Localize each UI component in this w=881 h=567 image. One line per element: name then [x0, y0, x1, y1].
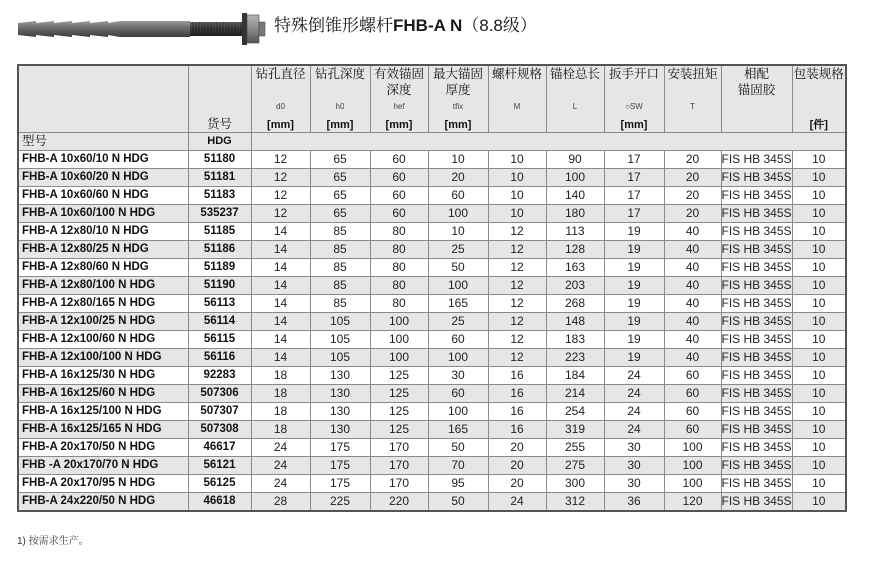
cell-h0: 130 — [310, 367, 370, 385]
cell-d0: 18 — [251, 367, 310, 385]
cell-d0: 14 — [251, 349, 310, 367]
cell-tfix: 165 — [428, 295, 488, 313]
cell-mortar: FIS HB 345S — [721, 241, 792, 259]
cell-m: 12 — [488, 223, 546, 241]
cell-d0: 12 — [251, 151, 310, 169]
cell-mortar: FIS HB 345S — [721, 277, 792, 295]
cell-name: FHB-A 12x80/165 N HDG — [18, 295, 188, 313]
cell-mortar: FIS HB 345S — [721, 331, 792, 349]
cell-l: 148 — [546, 313, 604, 331]
cell-h0: 105 — [310, 349, 370, 367]
cell-m: 16 — [488, 367, 546, 385]
table-body — [18, 151, 846, 512]
cell-art: 46617 — [188, 439, 251, 457]
cell-l: 163 — [546, 259, 604, 277]
table-row — [18, 385, 846, 403]
type-sub: HDG — [188, 133, 251, 151]
table-row — [18, 187, 846, 205]
cell-pack: 10 — [792, 187, 846, 205]
cell-art: 46618 — [188, 493, 251, 512]
cell-h0: 85 — [310, 241, 370, 259]
cell-t: 40 — [664, 223, 721, 241]
cell-tfix: 50 — [428, 439, 488, 457]
cell-t: 100 — [664, 439, 721, 457]
header-t: 安装扭矩 T — [664, 65, 721, 133]
header-d0: 钻孔直径 d0 [mm] — [251, 65, 310, 133]
cell-d0: 14 — [251, 331, 310, 349]
cell-tfix: 60 — [428, 385, 488, 403]
table-row — [18, 475, 846, 493]
cell-h0: 130 — [310, 421, 370, 439]
cell-t: 40 — [664, 259, 721, 277]
cell-name: FHB-A 12x80/10 N HDG — [18, 223, 188, 241]
cell-t: 40 — [664, 277, 721, 295]
cell-h0: 175 — [310, 475, 370, 493]
header-mortar: 相配 锚固胶 — [721, 65, 792, 133]
header-sw: 扳手开口 ○SW [mm] — [604, 65, 664, 133]
cell-name: FHB-A 16x125/60 N HDG — [18, 385, 188, 403]
cell-sw: 19 — [604, 295, 664, 313]
cell-d0: 14 — [251, 223, 310, 241]
cell-sw: 17 — [604, 169, 664, 187]
cell-art: 507306 — [188, 385, 251, 403]
cell-mortar: FIS HB 345S — [721, 349, 792, 367]
cell-d0: 12 — [251, 187, 310, 205]
header-h0: 钻孔深度 h0 [mm] — [310, 65, 370, 133]
cell-l: 254 — [546, 403, 604, 421]
cell-mortar: FIS HB 345S — [721, 223, 792, 241]
cell-t: 40 — [664, 241, 721, 259]
cell-t: 60 — [664, 421, 721, 439]
cell-hef: 125 — [370, 367, 428, 385]
cell-d0: 14 — [251, 295, 310, 313]
table-row — [18, 259, 846, 277]
cell-pack: 10 — [792, 367, 846, 385]
cell-art: 51180 — [188, 151, 251, 169]
title-grade: （8.8级） — [462, 16, 537, 35]
cell-h0: 85 — [310, 223, 370, 241]
cell-mortar: FIS HB 345S — [721, 367, 792, 385]
cell-tfix: 100 — [428, 277, 488, 295]
cell-name: FHB-A 10x60/60 N HDG — [18, 187, 188, 205]
cell-m: 10 — [488, 151, 546, 169]
cell-t: 40 — [664, 331, 721, 349]
cell-hef: 100 — [370, 331, 428, 349]
cell-d0: 14 — [251, 313, 310, 331]
title-product: FHB-A N — [393, 16, 463, 35]
cell-name: FHB-A 12x100/60 N HDG — [18, 331, 188, 349]
cell-name: FHB -A 20x170/70 N HDG — [18, 457, 188, 475]
cell-l: 113 — [546, 223, 604, 241]
cell-t: 40 — [664, 295, 721, 313]
cell-sw: 19 — [604, 349, 664, 367]
table-row — [18, 277, 846, 295]
cell-t: 40 — [664, 313, 721, 331]
cell-m: 12 — [488, 295, 546, 313]
cell-d0: 18 — [251, 403, 310, 421]
cell-t: 20 — [664, 187, 721, 205]
table-row — [18, 223, 846, 241]
cell-art: 51186 — [188, 241, 251, 259]
header-hef: 有效锚固 深度 hef [mm] — [370, 65, 428, 133]
cell-l: 214 — [546, 385, 604, 403]
cell-d0: 12 — [251, 205, 310, 223]
cell-pack: 10 — [792, 151, 846, 169]
cell-name: FHB-A 10x60/100 N HDG — [18, 205, 188, 223]
table-row — [18, 349, 846, 367]
cell-art: 56114 — [188, 313, 251, 331]
header-art: 货号 — [188, 65, 251, 133]
table-row — [18, 439, 846, 457]
cell-t: 120 — [664, 493, 721, 512]
cell-t: 40 — [664, 349, 721, 367]
cell-tfix: 50 — [428, 493, 488, 512]
cell-art: 51189 — [188, 259, 251, 277]
cell-hef: 80 — [370, 295, 428, 313]
cell-h0: 85 — [310, 259, 370, 277]
cell-art: 51185 — [188, 223, 251, 241]
cell-l: 319 — [546, 421, 604, 439]
cell-tfix: 100 — [428, 403, 488, 421]
cell-m: 20 — [488, 439, 546, 457]
cell-tfix: 165 — [428, 421, 488, 439]
cell-l: 90 — [546, 151, 604, 169]
cell-sw: 24 — [604, 367, 664, 385]
header-row — [18, 65, 846, 133]
cell-hef: 80 — [370, 277, 428, 295]
cell-l: 140 — [546, 187, 604, 205]
spec-table — [17, 64, 847, 512]
cell-m: 12 — [488, 313, 546, 331]
header-tfix: 最大锚固 厚度 tfix [mm] — [428, 65, 488, 133]
cell-d0: 24 — [251, 475, 310, 493]
cell-m: 12 — [488, 259, 546, 277]
cell-hef: 80 — [370, 259, 428, 277]
cell-sw: 17 — [604, 187, 664, 205]
cell-pack: 10 — [792, 439, 846, 457]
cell-hef: 100 — [370, 313, 428, 331]
cell-pack: 10 — [792, 259, 846, 277]
cell-d0: 12 — [251, 169, 310, 187]
cell-art: 56116 — [188, 349, 251, 367]
cell-name: FHB-A 16x125/100 N HDG — [18, 403, 188, 421]
cell-pack: 10 — [792, 475, 846, 493]
cell-pack: 10 — [792, 349, 846, 367]
cell-mortar: FIS HB 345S — [721, 403, 792, 421]
type-row — [18, 133, 846, 151]
cell-name: FHB-A 10x60/20 N HDG — [18, 169, 188, 187]
cell-tfix: 100 — [428, 349, 488, 367]
cell-pack: 10 — [792, 313, 846, 331]
cell-pack: 10 — [792, 169, 846, 187]
cell-sw: 30 — [604, 457, 664, 475]
cell-m: 12 — [488, 241, 546, 259]
cell-tfix: 20 — [428, 169, 488, 187]
cell-hef: 60 — [370, 169, 428, 187]
cell-art: 535237 — [188, 205, 251, 223]
table-row — [18, 331, 846, 349]
cell-l: 184 — [546, 367, 604, 385]
table-row — [18, 367, 846, 385]
cell-h0: 65 — [310, 169, 370, 187]
header-l: 锚栓总长 L — [546, 65, 604, 133]
table-row — [18, 403, 846, 421]
cell-hef: 60 — [370, 151, 428, 169]
cell-hef: 100 — [370, 349, 428, 367]
cell-sw: 17 — [604, 205, 664, 223]
cell-sw: 36 — [604, 493, 664, 512]
cell-t: 60 — [664, 385, 721, 403]
cell-m: 12 — [488, 349, 546, 367]
cell-mortar: FIS HB 345S — [721, 205, 792, 223]
cell-name: FHB-A 12x100/25 N HDG — [18, 313, 188, 331]
cell-l: 275 — [546, 457, 604, 475]
cell-hef: 80 — [370, 223, 428, 241]
cell-hef: 170 — [370, 475, 428, 493]
cell-t: 20 — [664, 169, 721, 187]
cell-hef: 170 — [370, 439, 428, 457]
cell-m: 16 — [488, 385, 546, 403]
cell-tfix: 95 — [428, 475, 488, 493]
cell-tfix: 50 — [428, 259, 488, 277]
cell-name: FHB-A 12x80/25 N HDG — [18, 241, 188, 259]
cell-m: 24 — [488, 493, 546, 512]
cell-pack: 10 — [792, 277, 846, 295]
cell-m: 10 — [488, 187, 546, 205]
cell-art: 51181 — [188, 169, 251, 187]
cell-hef: 170 — [370, 457, 428, 475]
cell-t: 60 — [664, 403, 721, 421]
cell-tfix: 10 — [428, 223, 488, 241]
cell-hef: 125 — [370, 385, 428, 403]
cell-tfix: 60 — [428, 331, 488, 349]
cell-name: FHB-A 24x220/50 N HDG — [18, 493, 188, 512]
cell-hef: 80 — [370, 241, 428, 259]
cell-hef: 125 — [370, 403, 428, 421]
cell-sw: 19 — [604, 259, 664, 277]
anchor-bolt-icon — [16, 10, 266, 50]
cell-mortar: FIS HB 345S — [721, 169, 792, 187]
cell-h0: 105 — [310, 331, 370, 349]
cell-h0: 105 — [310, 313, 370, 331]
cell-pack: 10 — [792, 493, 846, 512]
cell-mortar: FIS HB 345S — [721, 151, 792, 169]
cell-h0: 65 — [310, 205, 370, 223]
cell-name: FHB-A 20x170/50 N HDG — [18, 439, 188, 457]
cell-l: 255 — [546, 439, 604, 457]
table-row — [18, 295, 846, 313]
cell-pack: 10 — [792, 223, 846, 241]
cell-name: FHB-A 10x60/10 N HDG — [18, 151, 188, 169]
cell-pack: 10 — [792, 385, 846, 403]
cell-tfix: 25 — [428, 313, 488, 331]
cell-tfix: 100 — [428, 205, 488, 223]
cell-tfix: 25 — [428, 241, 488, 259]
cell-hef: 220 — [370, 493, 428, 512]
cell-pack: 10 — [792, 331, 846, 349]
cell-pack: 10 — [792, 241, 846, 259]
cell-d0: 14 — [251, 259, 310, 277]
table-row — [18, 457, 846, 475]
table-row — [18, 169, 846, 187]
cell-h0: 130 — [310, 385, 370, 403]
cell-l: 268 — [546, 295, 604, 313]
cell-tfix: 70 — [428, 457, 488, 475]
title-cn: 特殊倒锥形螺杆 — [274, 16, 393, 35]
cell-art: 56121 — [188, 457, 251, 475]
cell-m: 12 — [488, 277, 546, 295]
cell-art: 56115 — [188, 331, 251, 349]
cell-pack: 10 — [792, 295, 846, 313]
cell-art: 56113 — [188, 295, 251, 313]
cell-t: 100 — [664, 475, 721, 493]
cell-m: 16 — [488, 421, 546, 439]
cell-t: 60 — [664, 367, 721, 385]
cell-mortar: FIS HB 345S — [721, 439, 792, 457]
cell-sw: 19 — [604, 331, 664, 349]
cell-art: 507308 — [188, 421, 251, 439]
cell-art: 56125 — [188, 475, 251, 493]
table-row — [18, 151, 846, 169]
type-label: 型号 — [18, 133, 188, 151]
cell-mortar: FIS HB 345S — [721, 385, 792, 403]
cell-name: FHB-A 20x170/95 N HDG — [18, 475, 188, 493]
cell-d0: 28 — [251, 493, 310, 512]
page-title — [274, 11, 537, 36]
cell-art: 51190 — [188, 277, 251, 295]
cell-h0: 225 — [310, 493, 370, 512]
cell-m: 16 — [488, 403, 546, 421]
cell-tfix: 60 — [428, 187, 488, 205]
table-row — [18, 313, 846, 331]
cell-mortar: FIS HB 345S — [721, 313, 792, 331]
cell-sw: 19 — [604, 313, 664, 331]
cell-l: 312 — [546, 493, 604, 512]
cell-mortar: FIS HB 345S — [721, 295, 792, 313]
cell-m: 10 — [488, 169, 546, 187]
cell-tfix: 30 — [428, 367, 488, 385]
cell-hef: 60 — [370, 205, 428, 223]
table-row — [18, 421, 846, 439]
footnote: 1) 按需求生产。 — [17, 536, 89, 547]
cell-mortar: FIS HB 345S — [721, 493, 792, 512]
cell-d0: 24 — [251, 439, 310, 457]
header-name — [18, 65, 188, 133]
cell-sw: 19 — [604, 277, 664, 295]
cell-h0: 175 — [310, 439, 370, 457]
cell-sw: 19 — [604, 241, 664, 259]
cell-sw: 24 — [604, 385, 664, 403]
cell-d0: 24 — [251, 457, 310, 475]
cell-sw: 24 — [604, 403, 664, 421]
table-row — [18, 241, 846, 259]
cell-h0: 65 — [310, 151, 370, 169]
cell-m: 10 — [488, 205, 546, 223]
cell-art: 507307 — [188, 403, 251, 421]
cell-name: FHB-A 16x125/30 N HDG — [18, 367, 188, 385]
cell-pack: 10 — [792, 421, 846, 439]
cell-mortar: FIS HB 345S — [721, 259, 792, 277]
type-row-filler — [251, 133, 846, 151]
cell-h0: 65 — [310, 187, 370, 205]
cell-l: 223 — [546, 349, 604, 367]
cell-h0: 85 — [310, 295, 370, 313]
cell-name: FHB-A 12x80/100 N HDG — [18, 277, 188, 295]
cell-tfix: 10 — [428, 151, 488, 169]
cell-d0: 18 — [251, 421, 310, 439]
cell-mortar: FIS HB 345S — [721, 457, 792, 475]
cell-t: 20 — [664, 205, 721, 223]
page-header — [0, 0, 881, 62]
cell-pack: 10 — [792, 457, 846, 475]
cell-name: FHB-A 16x125/165 N HDG — [18, 421, 188, 439]
cell-sw: 24 — [604, 421, 664, 439]
cell-h0: 175 — [310, 457, 370, 475]
cell-name: FHB-A 12x80/60 N HDG — [18, 259, 188, 277]
cell-sw: 30 — [604, 475, 664, 493]
cell-mortar: FIS HB 345S — [721, 187, 792, 205]
cell-l: 180 — [546, 205, 604, 223]
cell-sw: 30 — [604, 439, 664, 457]
cell-t: 100 — [664, 457, 721, 475]
cell-pack: 10 — [792, 403, 846, 421]
cell-d0: 14 — [251, 241, 310, 259]
cell-m: 12 — [488, 331, 546, 349]
cell-mortar: FIS HB 345S — [721, 475, 792, 493]
cell-mortar: FIS HB 345S — [721, 421, 792, 439]
cell-sw: 19 — [604, 223, 664, 241]
cell-h0: 130 — [310, 403, 370, 421]
cell-d0: 18 — [251, 385, 310, 403]
cell-t: 20 — [664, 151, 721, 169]
cell-d0: 14 — [251, 277, 310, 295]
cell-art: 92283 — [188, 367, 251, 385]
header-m: 螺杆规格 M — [488, 65, 546, 133]
cell-l: 183 — [546, 331, 604, 349]
header-pack: 包装规格 [件] — [792, 65, 846, 133]
table-row — [18, 493, 846, 512]
cell-h0: 85 — [310, 277, 370, 295]
cell-l: 100 — [546, 169, 604, 187]
cell-art: 51183 — [188, 187, 251, 205]
cell-l: 203 — [546, 277, 604, 295]
cell-m: 20 — [488, 475, 546, 493]
cell-name: FHB-A 12x100/100 N HDG — [18, 349, 188, 367]
table-row — [18, 205, 846, 223]
cell-pack: 10 — [792, 205, 846, 223]
cell-hef: 60 — [370, 187, 428, 205]
cell-l: 300 — [546, 475, 604, 493]
cell-sw: 17 — [604, 151, 664, 169]
cell-m: 20 — [488, 457, 546, 475]
cell-hef: 125 — [370, 421, 428, 439]
cell-l: 128 — [546, 241, 604, 259]
